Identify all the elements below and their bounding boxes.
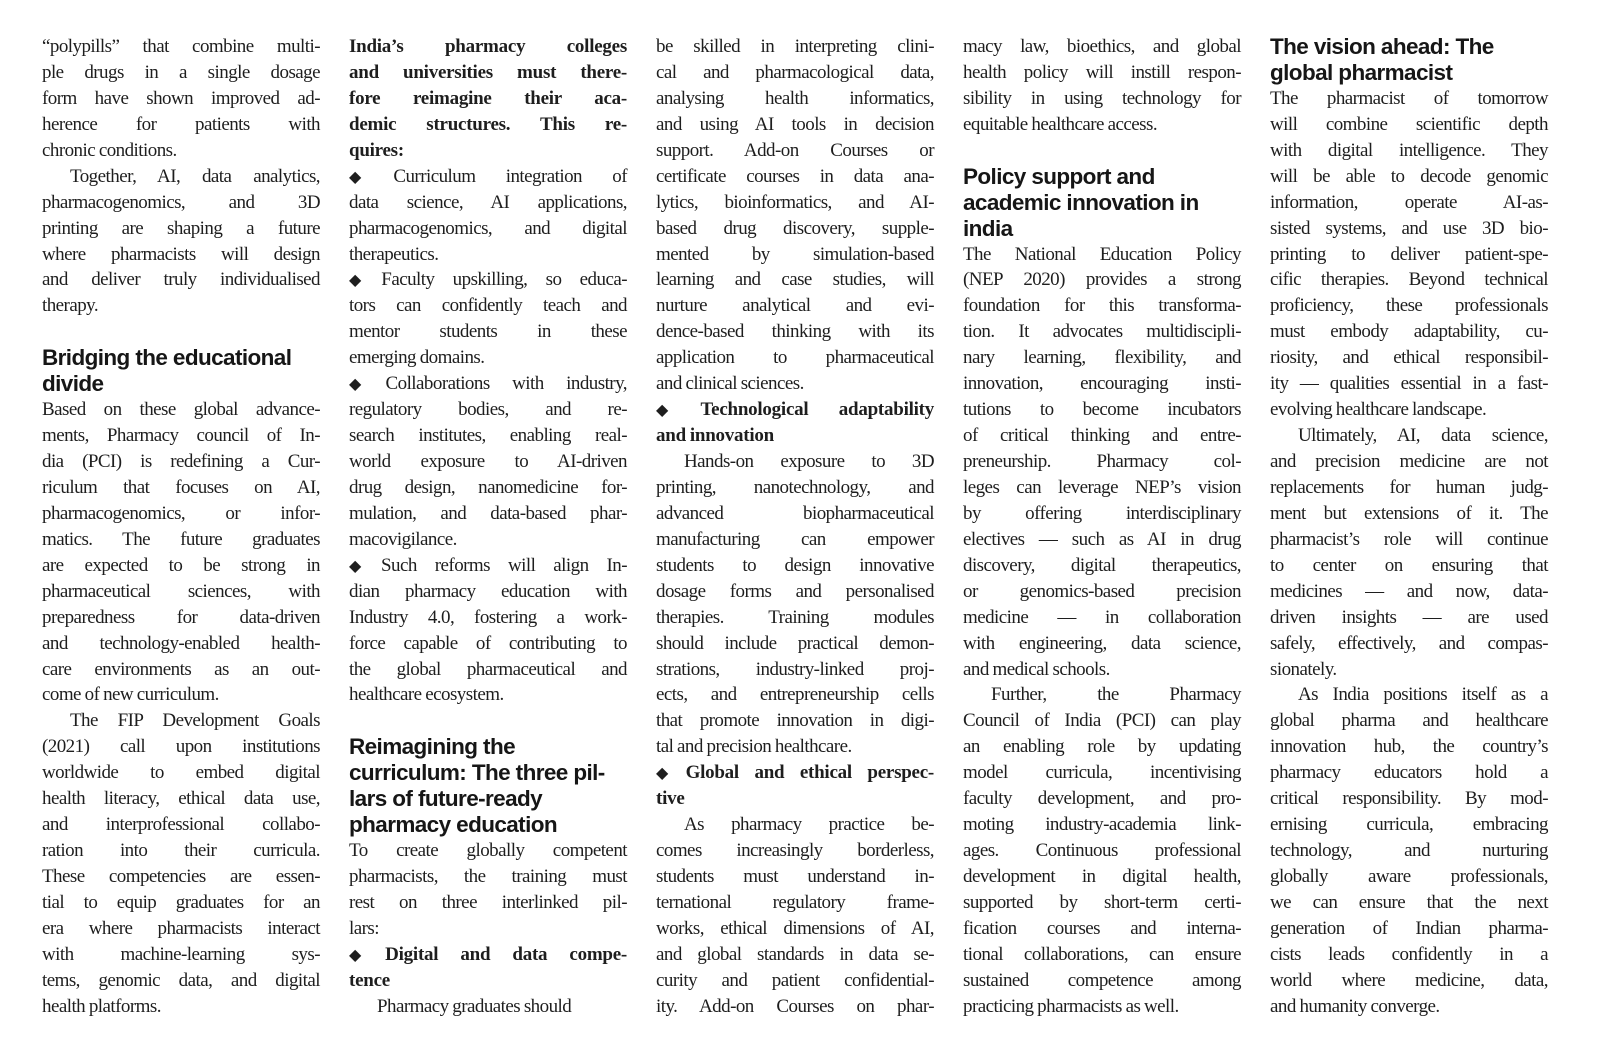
heading-line: global pharmacist — [1270, 59, 1453, 85]
column-2 — [349, 34, 627, 1020]
text-line — [349, 371, 627, 397]
diamond-bullet-icon: ◆ — [349, 557, 376, 575]
text-line: tence — [349, 969, 390, 991]
paragraph — [656, 34, 934, 397]
text-line: generation of Indian pharma- — [1270, 917, 1548, 939]
text-line: support. Add-on Courses or — [656, 139, 934, 161]
text-line: pharmacists, the training must — [349, 866, 627, 887]
bullet-item — [349, 267, 627, 371]
text-line: Industry 4.0, fostering a work- — [349, 606, 627, 628]
text-line: The pharmacist of tomorrow — [1270, 87, 1548, 109]
text-line: and clinical sciences. — [656, 373, 804, 395]
text-line: As India positions itself as a — [1298, 684, 1548, 706]
text-line: innovation, encouraging insti- — [963, 373, 1241, 395]
bullet-subheading — [656, 760, 934, 812]
text-line: macovigilance. — [349, 528, 457, 550]
text-line: chronic conditions. — [42, 139, 177, 161]
heading-line: academic innovation in — [963, 189, 1199, 215]
text-line: drug design, nanomedicine for- — [349, 476, 627, 498]
text-line: “polypills” that combine multi- — [42, 36, 320, 57]
heading-line: divide — [42, 371, 104, 397]
text-line: As pharmacy practice be- — [684, 814, 934, 836]
bullet-text: Faculty upskilling, so educa- — [381, 269, 627, 291]
text-line: will be able to decode genomic — [1270, 165, 1548, 187]
text-line: macy law, bioethics, and global — [963, 36, 1241, 57]
diamond-bullet-icon: ◆ — [349, 946, 380, 964]
text-line: health policy will instill respon- — [963, 61, 1241, 83]
paragraph — [349, 994, 627, 1020]
lead-paragraph — [349, 34, 627, 164]
text-line: and using AI tools in decision — [656, 113, 934, 135]
text-line: and technology-enabled health- — [42, 632, 320, 654]
bullet-text: Digital and data compe- — [385, 943, 627, 965]
text-line: world exposure to AI-driven — [349, 451, 627, 472]
bullet-text: Collaborations with industry, — [385, 373, 627, 395]
text-line: come of new curriculum. — [42, 684, 219, 706]
text-line: of critical thinking and entre- — [963, 425, 1241, 447]
text-line: Council of India (PCI) can play — [963, 710, 1241, 732]
text-line: dian pharmacy education with — [349, 580, 627, 602]
text-line: rest on three interlinked pil- — [349, 891, 627, 913]
text-line: preparedness for data-driven — [42, 606, 320, 628]
text-line: electives — such as AI in drug — [963, 528, 1241, 550]
text-line: medicine — in collaboration — [963, 606, 1241, 628]
heading-line: The vision ahead: The — [1270, 34, 1494, 59]
text-line: ects, and entrepreneurship cells — [656, 684, 934, 706]
text-line: application to pharmaceutical — [656, 347, 934, 369]
text-line: To create globally competent — [349, 840, 627, 862]
text-line: faculty development, and pro- — [963, 788, 1241, 810]
paragraph — [963, 242, 1241, 683]
text-line: with engineering, data science, — [963, 632, 1241, 654]
text-line: riosity, and ethical responsibil- — [1270, 347, 1548, 369]
text-line: fication courses and interna- — [963, 917, 1241, 939]
text-line: pharmacogenomics, and 3D — [42, 191, 320, 213]
text-line: global pharma and healthcare — [1270, 710, 1548, 732]
text-line: data science, AI applications, — [349, 191, 627, 213]
text-line: India’s pharmacy colleges — [349, 36, 627, 57]
text-line: nary learning, flexibility, and — [963, 347, 1241, 369]
text-line: sustained competence among — [963, 969, 1241, 991]
text-line: technology, and nurturing — [1270, 840, 1548, 862]
text-line: cists leads confidently in a — [1270, 943, 1548, 965]
text-line: curity and patient confidential- — [656, 969, 934, 991]
text-line: and deliver truly individualised — [42, 269, 320, 291]
text-line: ity — qualities essential in a fast- — [1270, 373, 1548, 395]
paragraph — [1270, 423, 1548, 682]
text-line: should include practical demon- — [656, 632, 934, 654]
paragraph — [656, 812, 934, 1020]
heading-line: Policy support and — [963, 163, 1155, 189]
paragraph — [349, 838, 627, 942]
diamond-bullet-icon: ◆ — [656, 765, 680, 783]
paragraph — [42, 397, 320, 708]
text-line: we can ensure that the next — [1270, 891, 1548, 913]
text-line: or genomics-based precision — [963, 580, 1241, 602]
text-line: ment but extensions of it. The — [1270, 502, 1548, 524]
bullet-text: Global and ethical perspec- — [685, 762, 934, 784]
text-line: will combine scientific depth — [1270, 113, 1548, 135]
text-line: tion. It advocates multidiscipli- — [963, 321, 1241, 343]
text-line: moting industry-academia link- — [963, 814, 1241, 836]
text-line: pharmacist’s role will continue — [1270, 528, 1548, 550]
text-line: sisted systems, and use 3D bio- — [1270, 217, 1548, 239]
column-5 — [1270, 34, 1548, 1020]
section-spacer — [963, 138, 1241, 164]
text-line: are expected to be strong in — [42, 554, 320, 576]
text-line: dosage forms and personalised — [656, 580, 934, 602]
section-spacer — [349, 708, 627, 734]
text-line: therapeutics. — [349, 243, 439, 265]
text-line: era where pharmacists interact — [42, 917, 320, 939]
text-line: the global pharmaceutical and — [349, 658, 627, 680]
column-1 — [42, 34, 320, 1020]
text-line: Together, AI, data analytics, — [70, 165, 320, 187]
text-line: innovation hub, the country’s — [1270, 736, 1548, 758]
text-line: advanced biopharmaceutical — [656, 502, 934, 524]
text-line: herence for patients with — [42, 113, 320, 135]
bullet-text: Technological adaptability — [700, 399, 934, 421]
text-line: ple drugs in a single dosage — [42, 61, 320, 83]
text-line: dia (PCI) is redefining a Cur- — [42, 451, 320, 472]
text-line: Hands-on exposure to 3D — [684, 451, 934, 472]
text-line: strations, industry-linked proj- — [656, 658, 934, 680]
text-line: based drug discovery, supple- — [656, 217, 934, 239]
text-line: mented by simulation-based — [656, 243, 934, 265]
paragraph — [42, 164, 320, 320]
text-line: tive — [656, 788, 685, 810]
text-line: pharmacogenomics, or infor- — [42, 502, 320, 524]
paragraph — [42, 708, 320, 1019]
text-line: practicing pharmacists as well. — [963, 995, 1179, 1017]
text-line: to center on ensuring that — [1270, 554, 1548, 576]
text-line: and humanity converge. — [1270, 995, 1440, 1017]
bullet-item — [349, 371, 627, 553]
text-line: an enabling role by updating — [963, 736, 1241, 758]
text-line: regulatory bodies, and re- — [349, 399, 627, 421]
text-line — [349, 942, 627, 968]
section-heading — [42, 345, 320, 397]
text-line: lars: — [349, 917, 379, 939]
text-line — [349, 164, 627, 190]
text-line: cal and pharmacological data, — [656, 61, 934, 83]
text-line: lytics, bioinformatics, and AI- — [656, 191, 934, 213]
text-line: ments, Pharmacy council of In- — [42, 425, 320, 447]
bullet-subheading — [656, 397, 934, 449]
text-line: pharmaceutical sciences, with — [42, 580, 320, 602]
paragraph — [1270, 86, 1548, 423]
text-line: tems, genomic data, and digital — [42, 969, 320, 991]
text-line: manufacturing can empower — [656, 528, 934, 550]
paragraph — [963, 34, 1241, 138]
text-line — [656, 760, 934, 786]
text-line — [349, 267, 627, 293]
text-line — [656, 397, 934, 423]
paragraph — [42, 34, 320, 164]
text-line: These competencies are essen- — [42, 866, 320, 887]
bullet-text: Such reforms will align In- — [381, 554, 627, 576]
text-line: proficiency, these professionals — [1270, 295, 1548, 317]
text-line: discovery, digital therapeutics, — [963, 554, 1241, 576]
text-line: The National Education Policy — [963, 243, 1241, 265]
diamond-bullet-icon: ◆ — [656, 402, 695, 420]
text-line: replacements for human judg- — [1270, 476, 1548, 498]
text-line: pharmacogenomics, and digital — [349, 217, 627, 239]
text-line: search institutes, enabling real- — [349, 425, 627, 447]
bullet-subheading — [349, 942, 627, 994]
text-line: with digital intelligence. They — [1270, 139, 1548, 161]
text-line: medicines — and now, data- — [1270, 580, 1548, 602]
text-line: matics. The future graduates — [42, 528, 320, 550]
text-line: tutions to become incubators — [963, 399, 1241, 421]
text-line: equitable healthcare access. — [963, 113, 1158, 135]
text-line: tional collaborations, can ensure — [963, 943, 1241, 965]
text-line: ages. Continuous professional — [963, 840, 1241, 862]
text-line: tal and precision healthcare. — [656, 736, 852, 758]
text-line: printing are shaping a future — [42, 217, 320, 239]
heading-line: lars of future-ready — [349, 786, 543, 812]
text-line: leges can leverage NEP’s vision — [963, 476, 1241, 498]
text-line: Further, the Pharmacy — [991, 684, 1241, 706]
text-line: evolving healthcare landscape. — [1270, 399, 1487, 421]
section-spacer — [42, 319, 320, 345]
text-line: safely, effectively, and compas- — [1270, 632, 1548, 654]
text-line: The FIP Development Goals — [70, 710, 320, 732]
text-line: emerging domains. — [349, 347, 485, 369]
text-line: sionately. — [1270, 658, 1337, 680]
column-4 — [963, 34, 1241, 1020]
text-line: healthcare ecosystem. — [349, 684, 504, 706]
bullet-text: Curriculum integration of — [393, 165, 627, 187]
heading-line: Reimagining the — [349, 734, 516, 760]
text-line: world where medicine, data, — [1270, 969, 1548, 991]
text-line: preneurship. Pharmacy col- — [963, 451, 1241, 472]
text-line: mentor students in these — [349, 321, 627, 343]
text-line: supported by short-term certi- — [963, 891, 1241, 913]
text-line: demic structures. This re- — [349, 113, 627, 135]
text-line: be skilled in interpreting clini- — [656, 36, 934, 57]
text-line: nurture analytical and evi- — [656, 295, 934, 317]
text-line: cific therapies. Beyond technical — [1270, 269, 1548, 291]
column-3 — [656, 34, 934, 1020]
text-line: tors can confidently teach and — [349, 295, 627, 317]
text-line: and innovation — [656, 425, 774, 447]
paragraph — [963, 682, 1241, 1019]
text-line: Ultimately, AI, data science, — [1298, 425, 1548, 447]
text-line: that promote innovation in digi- — [656, 710, 934, 732]
text-line: ration into their curricula. — [42, 840, 320, 862]
text-line: critical responsibility. By mod- — [1270, 788, 1548, 810]
diamond-bullet-icon: ◆ — [349, 168, 388, 186]
text-line: riculum that focuses on AI, — [42, 476, 320, 498]
text-line: sibility in using technology for — [963, 87, 1241, 109]
text-line: therapies. Training modules — [656, 606, 934, 628]
text-line: foundation for this transforma- — [963, 295, 1241, 317]
section-heading — [349, 734, 627, 838]
text-line: students must understand in- — [656, 866, 934, 887]
text-line: printing, nanotechnology, and — [656, 476, 934, 498]
text-line: by offering interdisciplinary — [963, 502, 1241, 524]
heading-line: pharmacy education — [349, 812, 558, 838]
text-line: pharmacy educators hold a — [1270, 762, 1548, 784]
text-line: tial to equip graduates for an — [42, 891, 320, 913]
text-line: and global standards in data se- — [656, 943, 934, 965]
paragraph — [656, 449, 934, 760]
text-line: health literacy, ethical data use, — [42, 788, 320, 810]
bullet-item — [349, 553, 627, 709]
text-line: globally aware professionals, — [1270, 866, 1548, 887]
text-line: information, operate AI-as- — [1270, 191, 1548, 213]
text-line: ernising curricula, embracing — [1270, 814, 1548, 836]
section-heading — [963, 164, 1241, 242]
text-line: driven insights — are used — [1270, 606, 1548, 628]
paragraph — [1270, 682, 1548, 1019]
text-line: Pharmacy graduates should — [377, 995, 572, 1017]
text-line: care environments as an out- — [42, 658, 320, 680]
text-line: certificate courses in data ana- — [656, 165, 934, 187]
text-line: printing to deliver patient-spe- — [1270, 243, 1548, 265]
text-line: dence-based thinking with its — [656, 321, 934, 343]
text-line: Based on these global advance- — [42, 399, 320, 421]
text-line: works, ethical dimensions of AI, — [656, 917, 934, 939]
text-line: comes increasingly borderless, — [656, 840, 934, 862]
section-heading — [1270, 34, 1548, 86]
text-line: learning and case studies, will — [656, 269, 934, 291]
text-line: quires: — [349, 139, 404, 161]
text-line: and interprofessional collabo- — [42, 814, 320, 836]
text-line: force capable of contributing to — [349, 632, 627, 654]
heading-line: Bridging the educational — [42, 345, 292, 371]
text-line: must embody adaptability, cu- — [1270, 321, 1548, 343]
text-line: development in digital health, — [963, 866, 1241, 887]
text-line: students to design innovative — [656, 554, 934, 576]
text-line: worldwide to embed digital — [42, 762, 320, 784]
text-line — [349, 553, 627, 579]
text-line: and universities must there- — [349, 61, 627, 83]
text-line: with machine-learning sys- — [42, 943, 320, 965]
text-line: and precision medicine are not — [1270, 451, 1548, 472]
text-line: ternational regulatory frame- — [656, 891, 934, 913]
heading-line: india — [963, 215, 1013, 241]
text-line: model curricula, incentivising — [963, 762, 1241, 784]
text-line: therapy. — [42, 295, 99, 317]
text-line: (NEP 2020) provides a strong — [963, 269, 1241, 291]
text-line: ity. Add-on Courses on phar- — [656, 995, 934, 1017]
text-line: and medical schools. — [963, 658, 1110, 680]
text-line: form have shown improved ad- — [42, 87, 320, 109]
bullet-item — [349, 164, 627, 268]
text-line: (2021) call upon institutions — [42, 736, 320, 758]
text-line: analysing health informatics, — [656, 87, 934, 109]
diamond-bullet-icon: ◆ — [349, 376, 380, 394]
text-line: mulation, and data-based phar- — [349, 502, 627, 524]
diamond-bullet-icon: ◆ — [349, 272, 376, 290]
text-line: health platforms. — [42, 995, 161, 1017]
heading-line: curriculum: The three pil- — [349, 760, 605, 786]
text-line: fore reimagine their aca- — [349, 87, 627, 109]
text-line: where pharmacists will design — [42, 243, 320, 265]
